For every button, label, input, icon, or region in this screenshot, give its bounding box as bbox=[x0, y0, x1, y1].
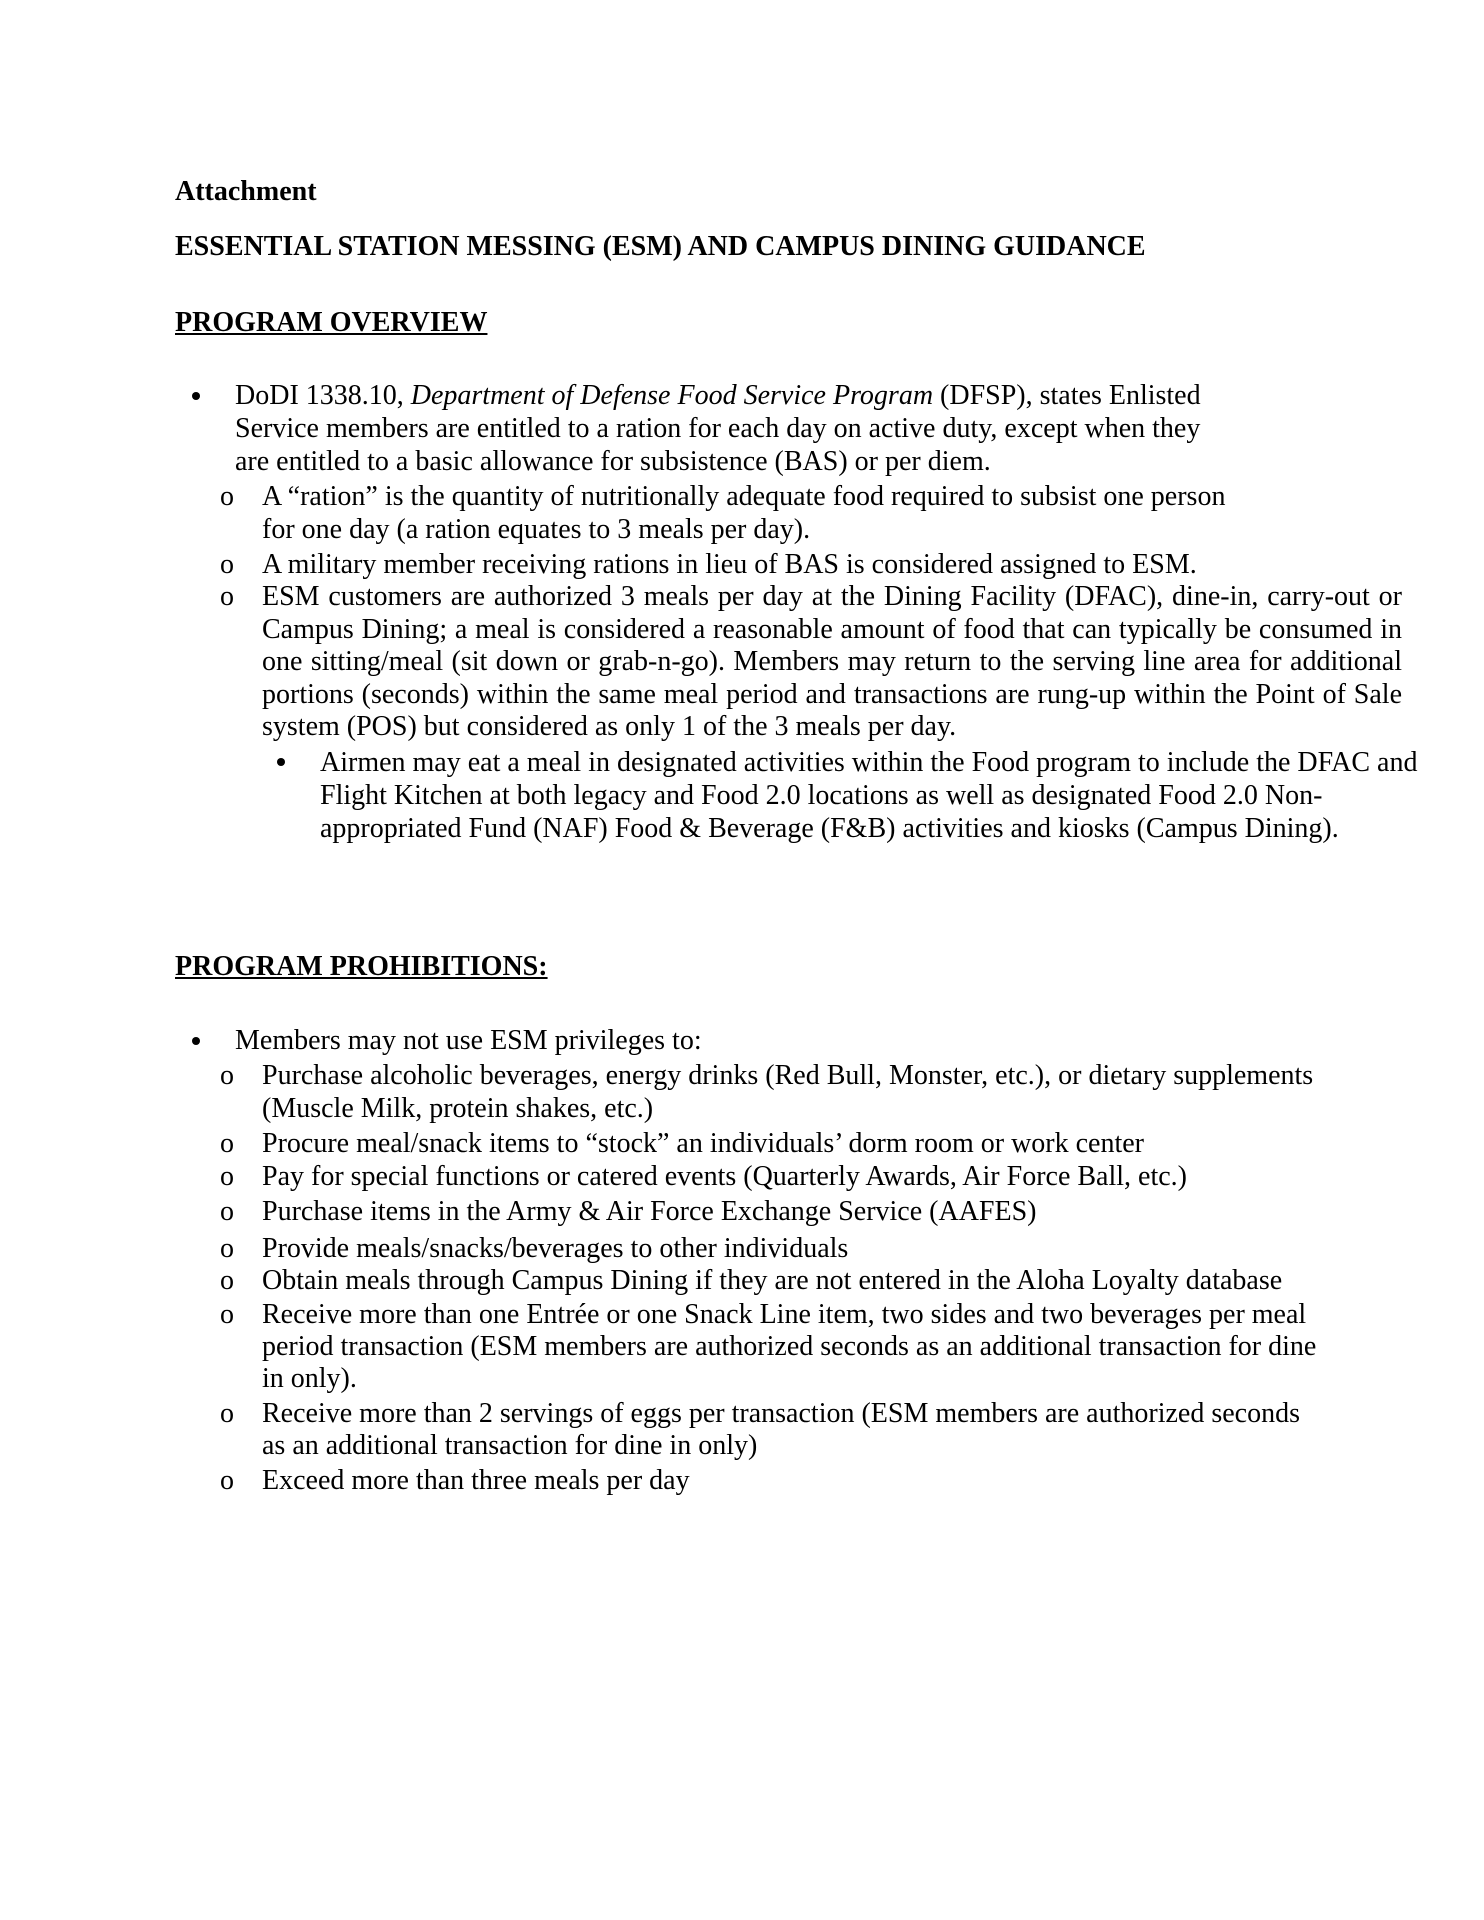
prohibition-text: Purchase alcoholic beverages, energy drinks (Red Bull, Monster, etc.), or dietary supplements (Muscle Milk, protein shakes, etc.) bbox=[262, 1060, 1314, 1124]
bullet-dot-icon bbox=[277, 746, 285, 779]
ration-definition-text: A “ration” is the quantity of nutritionally adequate food required to subsist one person for one day (a ration equates to 3 meals per day). bbox=[262, 481, 1226, 545]
bullet-dot-icon bbox=[192, 1024, 200, 1057]
prohibition-text: Exceed more than three meals per day bbox=[262, 1465, 690, 1496]
prohibition-item bbox=[175, 1265, 1302, 1296]
program-overview-section bbox=[175, 379, 1418, 845]
bullet-circle-icon: o bbox=[220, 481, 234, 512]
prohibition-text: Provide meals/snacks/beverages to other individuals bbox=[262, 1233, 849, 1264]
bullet-circle-icon: o bbox=[220, 1233, 234, 1264]
bullet-circle-icon: o bbox=[220, 1060, 234, 1091]
prohibition-text: Receive more than one Entrée or one Snack Line item, two sides and two beverages per meal period transaction (ESM members are authorized seconds as an additional transaction for dine in only). bbox=[262, 1299, 1317, 1394]
program-prohibitions-section bbox=[175, 1024, 1315, 1497]
bullet-circle-icon: o bbox=[220, 1128, 234, 1159]
overview-sub-member bbox=[175, 548, 1362, 581]
prohibition-item bbox=[175, 1299, 1322, 1395]
prohibition-item bbox=[175, 1059, 1322, 1125]
prohibition-item bbox=[175, 1195, 1362, 1228]
member-esm-text: A military member receiving rations in lieu of BAS is considered assigned to ESM. bbox=[262, 549, 1197, 580]
prohibition-text: Purchase items in the Army & Air Force Exchange Service (AAFES) bbox=[262, 1196, 1037, 1227]
prohibition-item bbox=[175, 1232, 1362, 1265]
document-title: ESSENTIAL STATION MESSING (ESM) AND CAMPUS DINING GUIDANCE bbox=[175, 231, 1146, 262]
program-prohibitions-heading: PROGRAM PROHIBITIONS: bbox=[175, 951, 548, 982]
prohibition-item bbox=[175, 1464, 1322, 1497]
airmen-meal-text: Airmen may eat a meal in designated activities within the Food program to include the DFAC and Flight Kitchen at both legacy and Food 2.0 locations as well as designated Food 2.0 Non-appropriated Fund (NAF) Food & Beverage (F&B) activities and kiosks (Campus Dining). bbox=[320, 746, 1418, 844]
attachment-label: Attachment bbox=[175, 176, 317, 207]
bullet-circle-icon: o bbox=[220, 1465, 234, 1496]
prohibitions-intro bbox=[175, 1024, 1235, 1057]
prohibition-item bbox=[175, 1127, 1362, 1160]
bullet-circle-icon: o bbox=[220, 1398, 234, 1429]
dodi-text-post: (DFSP), states Enlisted Service members are entitled to a ration for each day on active duty, except when they are entitled to a basic allowance for subsistence (BAS) or per diem. bbox=[235, 380, 1201, 477]
overview-item-dodi bbox=[175, 379, 1235, 478]
prohibition-item bbox=[175, 1160, 1402, 1193]
prohibition-item bbox=[175, 1398, 1322, 1462]
prohibition-text: Obtain meals through Campus Dining if they are not entered in the Aloha Loyalty database bbox=[262, 1265, 1283, 1296]
prohibition-text: Pay for special functions or catered events (Quarterly Awards, Air Force Ball, etc.) bbox=[262, 1161, 1187, 1192]
prohibition-text: Procure meal/snack items to “stock” an individuals’ dorm room or work center bbox=[262, 1128, 1144, 1159]
bullet-circle-icon: o bbox=[220, 581, 234, 612]
bullet-dot-icon bbox=[192, 379, 200, 412]
dodi-text-pre: DoDI 1338.10, bbox=[235, 380, 411, 411]
overview-sub-ration bbox=[175, 480, 1262, 546]
prohibitions-intro-text: Members may not use ESM privileges to: bbox=[235, 1025, 702, 1056]
overview-subsub-airmen bbox=[175, 746, 1460, 845]
bullet-circle-icon: o bbox=[220, 1265, 234, 1296]
bullet-circle-icon: o bbox=[220, 1161, 234, 1192]
bullet-circle-icon: o bbox=[220, 1299, 234, 1330]
esm-meals-text: ESM customers are authorized 3 meals per day at the Dining Facility (DFAC), dine-in, carry-out or Campus Dining; a meal is considered a reasonable amount of food that can typically be consumed in one sitting/meal (sit down or grab-n-go). Members may return to the serving line area for additional portions (seconds) within the same meal period and transactions are rung-up within the Point of Sale system (POS) but considered as only 1 of the 3 meals per day. bbox=[262, 581, 1402, 742]
overview-sub-meals bbox=[175, 581, 1402, 744]
dodi-program-title: Department of Defense Food Service Program bbox=[410, 380, 934, 411]
bullet-circle-icon: o bbox=[220, 1196, 234, 1227]
bullet-circle-icon: o bbox=[220, 549, 234, 580]
program-overview-heading: PROGRAM OVERVIEW bbox=[175, 307, 488, 338]
prohibition-text: Receive more than 2 servings of eggs per transaction (ESM members are authorized seconds as an additional transaction for dine in only) bbox=[262, 1398, 1300, 1461]
